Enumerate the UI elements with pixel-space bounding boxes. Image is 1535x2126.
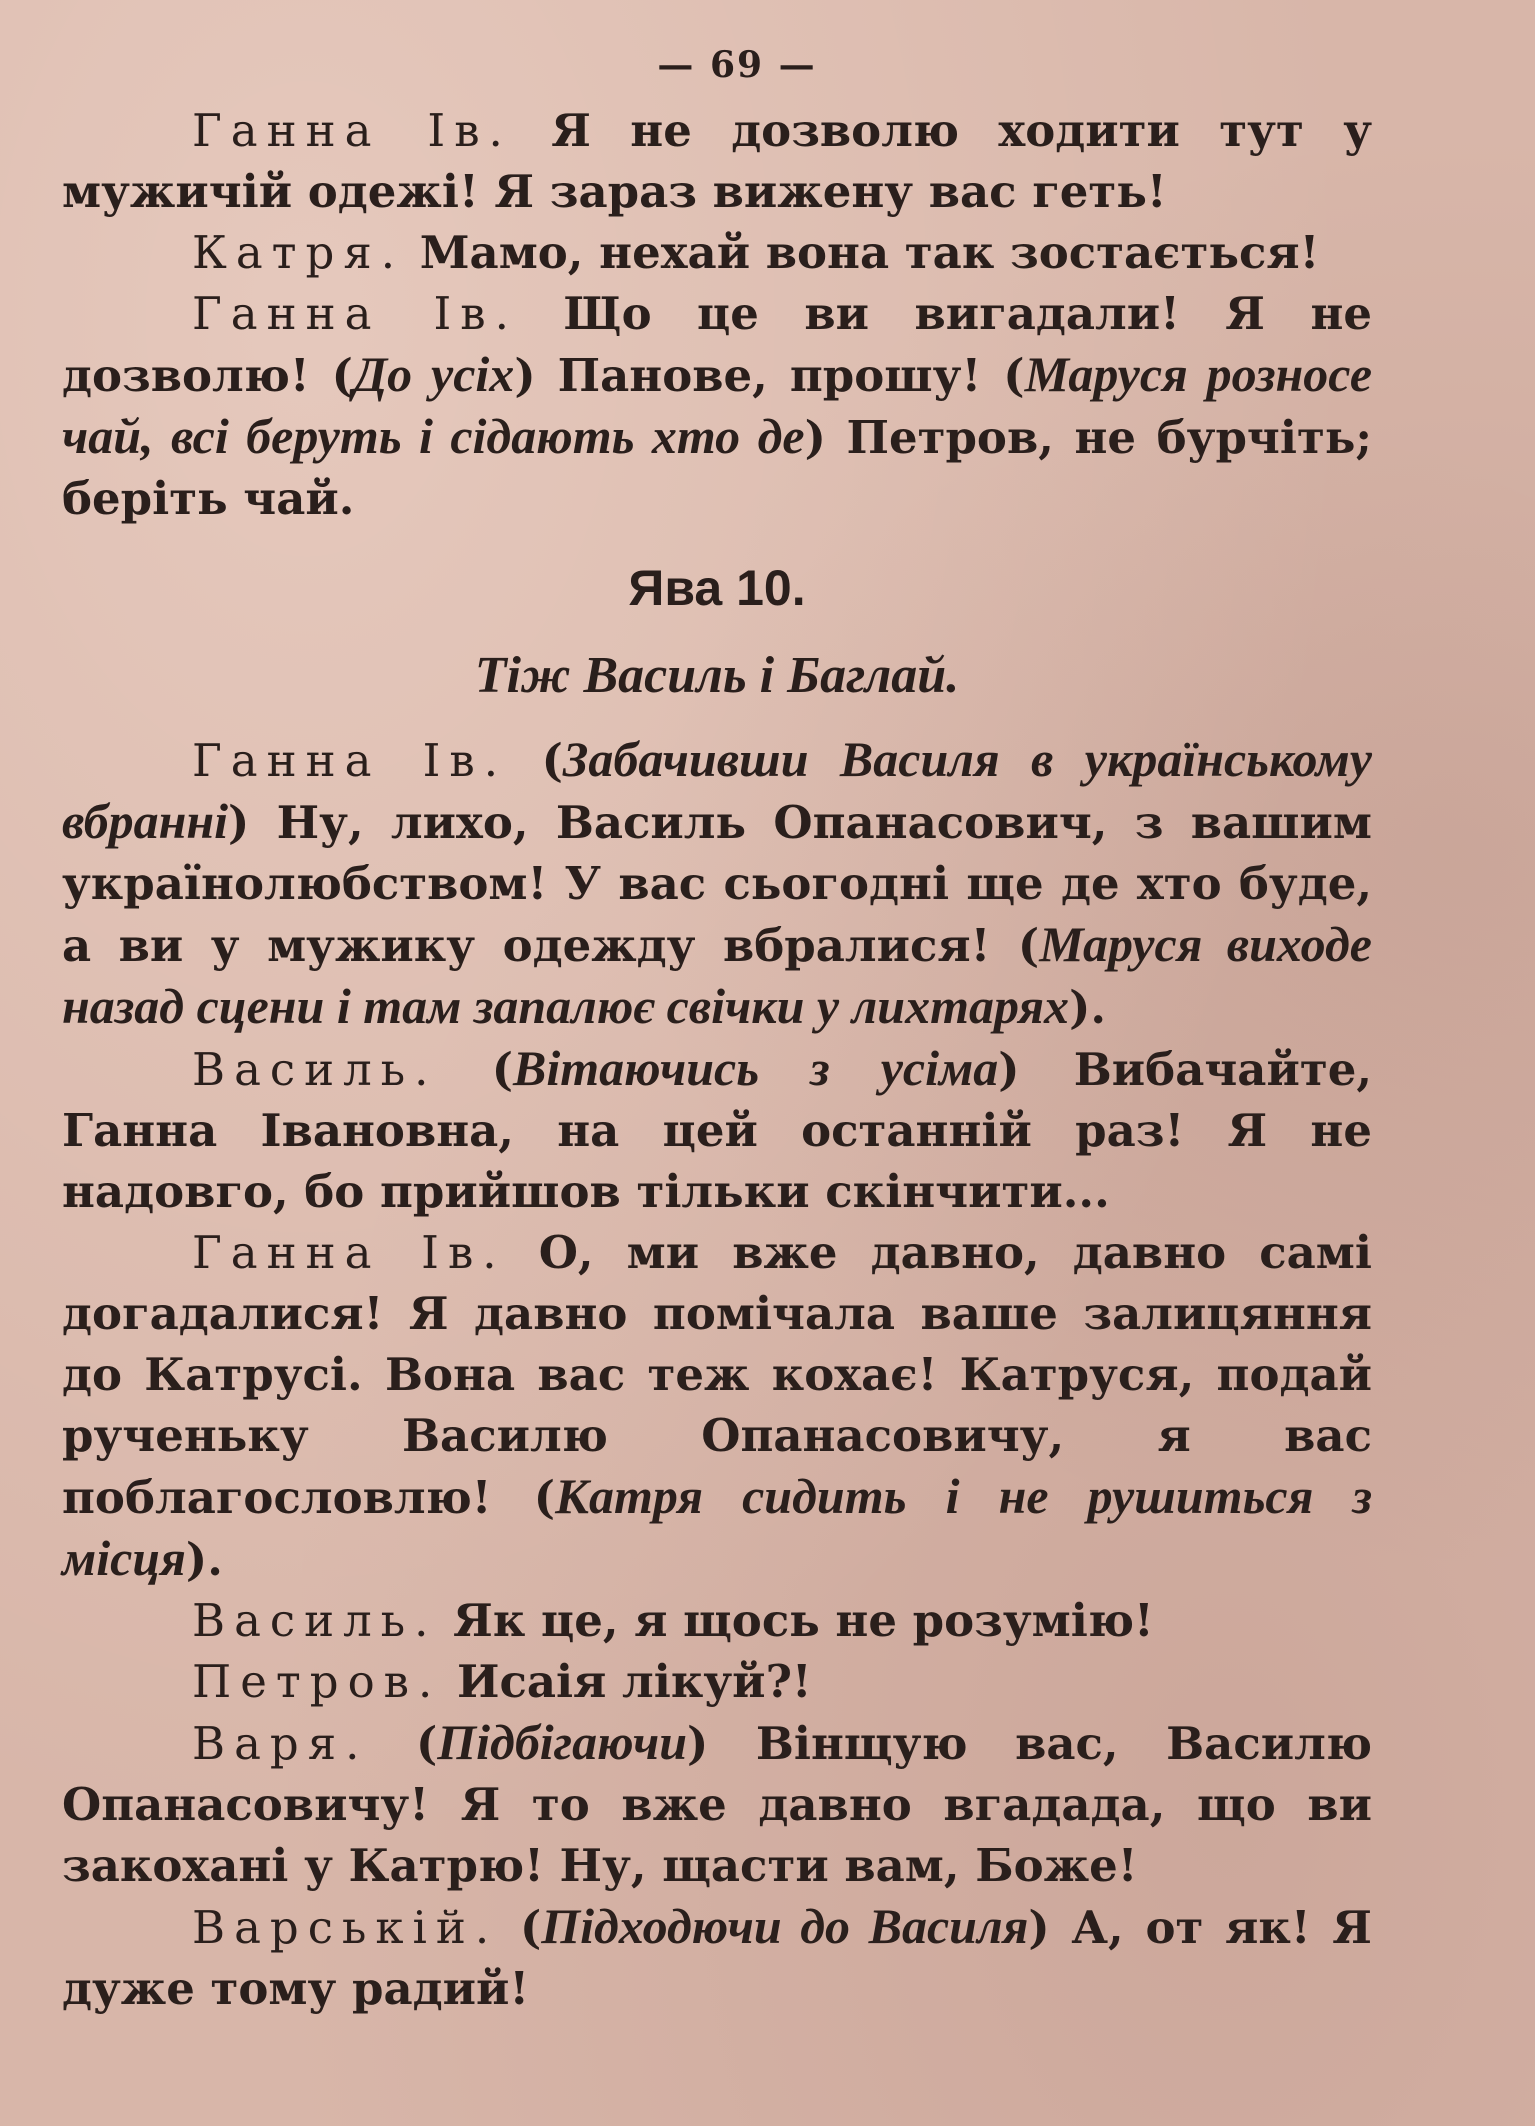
dialogue-line [62, 1712, 1372, 1896]
stage-direction: Підбігаючи [437, 1714, 688, 1770]
line-text: ) Панове, прошу! ( [514, 349, 1025, 402]
speaker-name: Ганна Ів. [192, 287, 518, 340]
dialogue-line [62, 1038, 1372, 1222]
line-text: ). [185, 1533, 223, 1586]
line-text: ) Вінщую вас, Василю Опанасовичу! Я то вже давно вгадада, що ви закохані у Катрю! Ну, щасти вам, Боже! [62, 1717, 1372, 1892]
speaker-name: Василь. [192, 1594, 438, 1647]
line-text: ). [1069, 981, 1107, 1034]
speaker-name: Ганна Ів. [192, 1226, 506, 1279]
line-text: ) Петров, не бурчіть; беріть чай. [62, 411, 1372, 525]
speaker-name: Катря. [192, 226, 405, 279]
line-text: Я не дозволю ходити тут у мужичій одежі! Я зараз вижену вас геть! [62, 104, 1373, 218]
line-text: ( [507, 734, 563, 787]
stage-direction: Катря сидить і не рушиться з місця [62, 1468, 1373, 1586]
stage-direction: Забачивши Василя в українському вбранні [62, 731, 1372, 849]
line-text: ( [368, 1717, 438, 1770]
dialogue-line [62, 222, 1372, 283]
dialogue-line [62, 1896, 1372, 2019]
line-text: ) Ну, лихо, Василь Опанасович, з вашим українолюбством! У вас сьогодні ще де хто буде, а ви у мужику одежду вбралися! ( [62, 796, 1372, 972]
dialogue-line [62, 1651, 1372, 1712]
dialogue-line [62, 283, 1372, 529]
line-text: Що це ви вигадали! Я не дозволю! ( [62, 287, 1373, 402]
book-page [62, 30, 1372, 2019]
scene-cast: Тіж Василь і Баглай. [474, 647, 960, 704]
speaker-name: Василь. [192, 1043, 438, 1096]
speaker-name: Ганна Ів. [192, 734, 508, 787]
line-text: О, ми вже давно, давно самі догадалися! Я давно помічала ваше залицяння до Катрусі. Вона вас теж кохає! Катруся, подай рученьку Василю Опанасовичу, я вас поблагословлю! ( [62, 1226, 1372, 1524]
speaker-name: Ганна Ів. [192, 104, 512, 157]
stage-direction: Підходючи до Василя [541, 1898, 1029, 1954]
stage-direction: Маруся виходе назад сцени і там запалює свічки у лихтарях [62, 916, 1372, 1034]
speaker-name: Варя. [192, 1717, 369, 1770]
stage-direction: Вітаючись з усіма [513, 1040, 999, 1096]
line-text: Мамо, нехай вона так зостається! [404, 226, 1320, 279]
line-text: ( [437, 1043, 514, 1096]
page-number: — 69 — [657, 44, 817, 86]
dialogue-line [62, 1222, 1372, 1590]
stage-direction: Маруся розносе чай, всі беруть і сідають хто де [62, 346, 1373, 464]
dialogue-line [62, 729, 1372, 1038]
stage-direction: До усіх [352, 346, 515, 402]
dialogue-line [62, 100, 1372, 222]
line-text: ) А, от як! Я дуже тому радий! [62, 1901, 1372, 2015]
line-text: ( [498, 1901, 542, 1954]
line-text: Исаія лікуй?! [441, 1655, 812, 1708]
speaker-name: Варській. [192, 1901, 499, 1954]
line-text: ) Вибачайте, Ганна Івановна, на цей останній раз! Я не надовго, бо прийшов тільки скінчити... [62, 1043, 1373, 1218]
speaker-name: Петров. [192, 1655, 442, 1708]
dialogue-line [62, 1590, 1372, 1651]
line-text: Як це, я щось не розумію! [437, 1594, 1154, 1647]
scene-heading: Ява 10. [628, 560, 806, 616]
